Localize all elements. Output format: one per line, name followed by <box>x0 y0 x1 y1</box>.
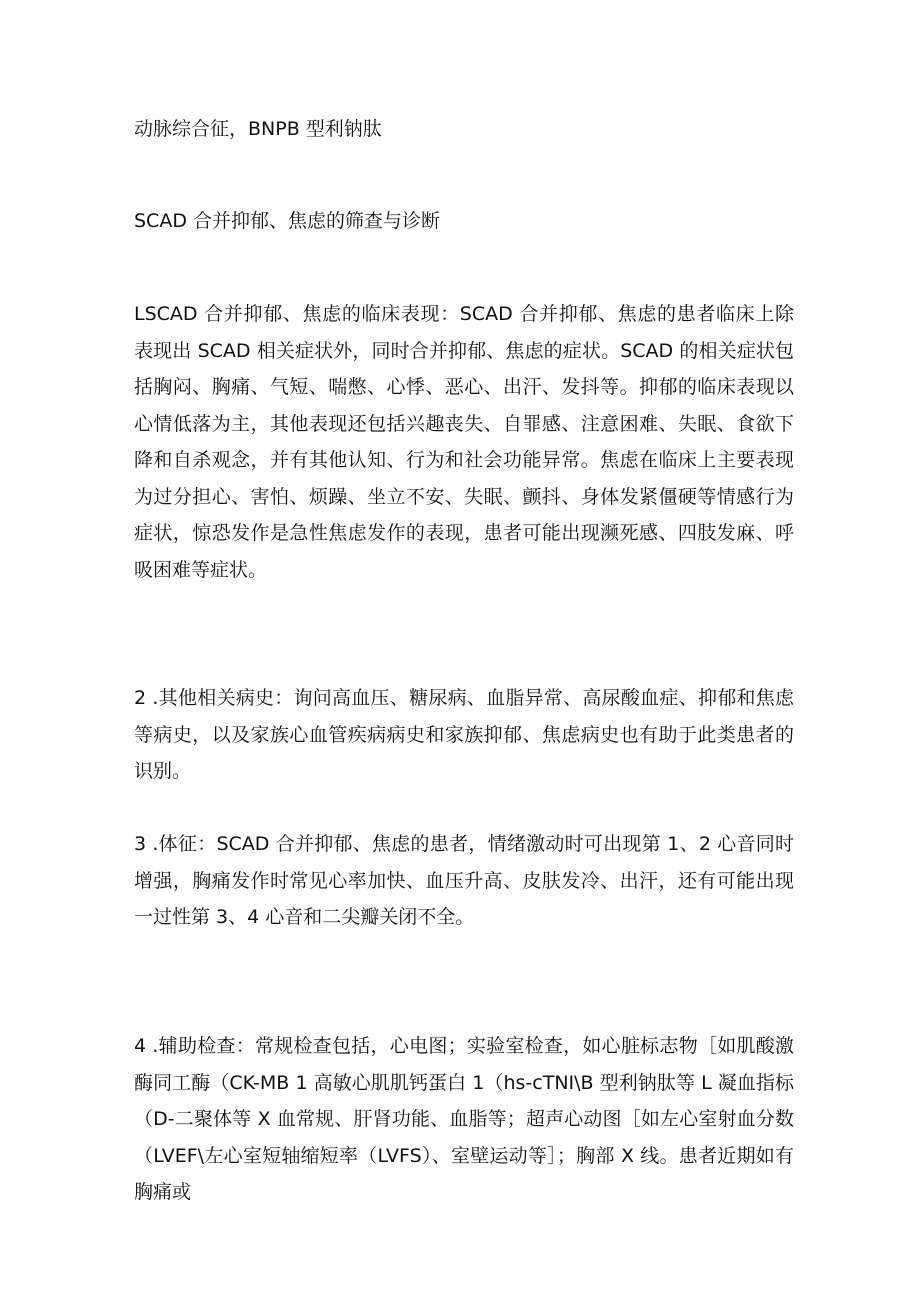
paragraph-related-history: 2 .其他相关病史：询问高血压、糖尿病、血脂异常、高尿酸血症、抑郁和焦虑等病史，以及家族心血管疾病病史和家族抑郁、焦虑病史也有助于此类患者的识别。 <box>134 687 794 782</box>
paragraph-clinical-manifestations: LSCAD 合并抑郁、焦虑的临床表现：SCAD 合并抑郁、焦虑的患者临床上除表现出 SCAD 相关症状外，同时合并抑郁、焦虑的症状。SCAD 的相关症状包括胸闷、胸痛、气短、喘憋、心悸、恶心、出汗、发抖等。抑郁的临床表现以心情低落为主，其他表现还包括兴趣丧失、自罪感、注意困难、失眠、食欲下降和自杀观念，并有其他认知、行为和社会功能异常。焦虑在临床上主要表现为过分担心、害怕、烦躁、坐立不安、失眠、颤抖、身体发紧僵硬等情感行为症状，惊恐发作是急性焦虑发作的表现，患者可能出现濒死感、四肢发麻、呼吸困难等症状。 <box>134 303 794 581</box>
section-heading: SCAD 合并抑郁、焦虑的筛查与诊断 <box>134 210 440 232</box>
continuation-line: 动脉综合征，BNPB 型利钠肽 <box>134 118 382 140</box>
paragraph-auxiliary-examination: 4 .辅助检查：常规检查包括，心电图；实验室检查，如心脏标志物［如肌酸激酶同工酶（CK-MB 1 高敏心肌肌钙蛋白 1（hs-cTNI\B 型利钠肽等 L 凝血指标（D-二聚体等 X 血常规、肝肾功能、血脂等；超声心动图［如左心室射血分数（LVEF\左心室短轴缩短率（LVFS）、室壁运动等］；胸部 X 线。患者近期如有胸痛或 <box>134 1035 794 1203</box>
paragraph-physical-signs: 3 .体征：SCAD 合并抑郁、焦虑的患者，情绪激动时可出现第 1、2 心音同时增强，胸痛发作时常见心率加快、血压升高、皮肤发冷、出汗，还有可能出现一过性第 3、4 心音和二尖瓣关闭不全。 <box>134 833 794 928</box>
